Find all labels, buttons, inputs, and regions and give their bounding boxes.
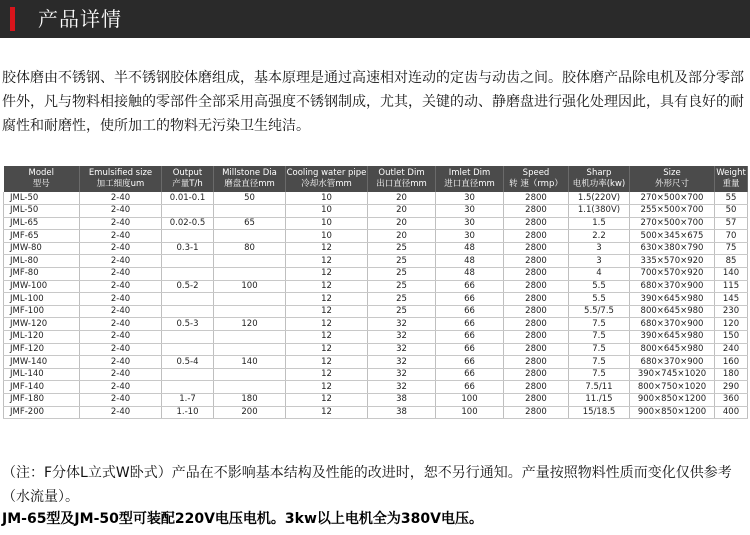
table-cell: 900×850×1200: [630, 406, 715, 419]
table-cell: 290: [715, 381, 748, 394]
table-cell: 2-40: [80, 255, 162, 268]
table-cell: 10: [286, 205, 368, 218]
table-cell: 400: [715, 406, 748, 419]
column-header: [162, 166, 214, 192]
table-cell: 2-40: [80, 368, 162, 381]
column-header: [4, 166, 80, 192]
column-header: [286, 166, 368, 192]
table-cell: 2-40: [80, 268, 162, 281]
table-row: [4, 368, 748, 381]
table-cell: 0.5-4: [162, 356, 214, 369]
table-cell: 255×500×700: [630, 205, 715, 218]
column-header-en: Emulsified size: [88, 168, 153, 178]
table-cell: 10: [286, 230, 368, 243]
table-cell: 2800: [504, 192, 569, 205]
table-cell: 390×645×980: [630, 293, 715, 306]
table-cell: 32: [368, 343, 436, 356]
table-cell: 12: [286, 343, 368, 356]
table-cell: 2-40: [80, 331, 162, 344]
table-cell: [162, 230, 214, 243]
table-cell: 25: [368, 242, 436, 255]
table-cell: 2800: [504, 230, 569, 243]
table-cell: JML-65: [4, 217, 80, 230]
table-cell: 38: [368, 394, 436, 407]
table-cell: 12: [286, 305, 368, 318]
table-cell: 900×850×1200: [630, 394, 715, 407]
table-row: [4, 343, 748, 356]
table-cell: JMF-80: [4, 268, 80, 281]
table-row: [4, 394, 748, 407]
table-cell: [162, 205, 214, 218]
table-cell: 2-40: [80, 293, 162, 306]
table-cell: 30: [436, 230, 504, 243]
table-cell: 7.5: [569, 318, 630, 331]
table-cell: 12: [286, 268, 368, 281]
table-cell: 20: [368, 192, 436, 205]
table-cell: 2-40: [80, 318, 162, 331]
column-header: [630, 166, 715, 192]
table-cell: 20: [368, 205, 436, 218]
table-cell: [214, 293, 286, 306]
table-cell: 25: [368, 255, 436, 268]
table-cell: 630×380×790: [630, 242, 715, 255]
table-cell: 2-40: [80, 205, 162, 218]
column-header: [715, 166, 748, 192]
table-cell: 2.2: [569, 230, 630, 243]
column-header: [504, 166, 569, 192]
table-cell: 66: [436, 318, 504, 331]
table-cell: 30: [436, 192, 504, 205]
table-cell: 335×570×920: [630, 255, 715, 268]
table-cell: 2800: [504, 356, 569, 369]
table-cell: 85: [715, 255, 748, 268]
table-cell: JML-50: [4, 192, 80, 205]
table-cell: 160: [715, 356, 748, 369]
table-cell: 70: [715, 230, 748, 243]
table-cell: [162, 368, 214, 381]
table-cell: 38: [368, 406, 436, 419]
table-cell: 2800: [504, 394, 569, 407]
column-header-cn: 电机功率(kw): [572, 179, 626, 189]
table-cell: 25: [368, 268, 436, 281]
table-cell: 140: [715, 268, 748, 281]
table-cell: 100: [436, 394, 504, 407]
table-cell: 80: [214, 242, 286, 255]
table-cell: [162, 293, 214, 306]
spec-table-container: [3, 166, 747, 419]
column-header: [368, 166, 436, 192]
table-cell: 66: [436, 280, 504, 293]
column-header-en: Imlet Dim: [448, 168, 491, 178]
table-row: [4, 293, 748, 306]
section-header: [0, 0, 750, 38]
table-cell: JMF-200: [4, 406, 80, 419]
table-cell: 800×750×1020: [630, 381, 715, 394]
column-header-cn: 转 速（rmp）: [509, 179, 563, 189]
table-cell: 55: [715, 192, 748, 205]
table-cell: 800×645×980: [630, 305, 715, 318]
table-cell: 5.5: [569, 293, 630, 306]
table-cell: JMF-120: [4, 343, 80, 356]
table-cell: 66: [436, 368, 504, 381]
table-row: [4, 217, 748, 230]
table-cell: 66: [436, 331, 504, 344]
table-cell: 150: [715, 331, 748, 344]
table-row: [4, 406, 748, 419]
table-cell: 75: [715, 242, 748, 255]
table-cell: 12: [286, 394, 368, 407]
table-cell: 3: [569, 255, 630, 268]
table-cell: 11./15: [569, 394, 630, 407]
column-header-en: Outlet Dim: [378, 168, 425, 178]
table-cell: [214, 230, 286, 243]
table-cell: 1.1(380V): [569, 205, 630, 218]
table-cell: JML-50: [4, 205, 80, 218]
table-row: [4, 205, 748, 218]
table-cell: 2800: [504, 268, 569, 281]
table-cell: 2-40: [80, 394, 162, 407]
table-cell: 12: [286, 406, 368, 419]
table-row: [4, 356, 748, 369]
table-cell: 66: [436, 343, 504, 356]
table-cell: 12: [286, 242, 368, 255]
table-cell: [214, 255, 286, 268]
table-cell: 15/18.5: [569, 406, 630, 419]
table-cell: JMW-120: [4, 318, 80, 331]
table-cell: 500×345×675: [630, 230, 715, 243]
table-cell: 32: [368, 318, 436, 331]
table-cell: 57: [715, 217, 748, 230]
table-cell: [214, 381, 286, 394]
table-cell: 50: [715, 205, 748, 218]
table-cell: 2-40: [80, 305, 162, 318]
table-cell: 25: [368, 280, 436, 293]
table-cell: 0.3-1: [162, 242, 214, 255]
table-cell: 66: [436, 381, 504, 394]
table-cell: 25: [368, 305, 436, 318]
table-cell: 680×370×900: [630, 318, 715, 331]
table-cell: 12: [286, 368, 368, 381]
table-cell: [214, 305, 286, 318]
table-cell: 66: [436, 305, 504, 318]
table-cell: 2-40: [80, 242, 162, 255]
table-cell: 2-40: [80, 343, 162, 356]
table-cell: JML-100: [4, 293, 80, 306]
table-cell: 50: [214, 192, 286, 205]
table-cell: 7.5: [569, 343, 630, 356]
table-cell: 20: [368, 230, 436, 243]
table-cell: 66: [436, 293, 504, 306]
column-header-en: Millstone Dia: [222, 168, 277, 178]
table-cell: 2800: [504, 331, 569, 344]
table-cell: 360: [715, 394, 748, 407]
table-row: [4, 268, 748, 281]
table-cell: 32: [368, 331, 436, 344]
table-cell: 48: [436, 268, 504, 281]
column-header-cn: 重量: [722, 179, 740, 189]
table-cell: 2-40: [80, 217, 162, 230]
table-cell: 30: [436, 205, 504, 218]
column-header-cn: 产量T/h: [172, 179, 203, 189]
table-row: [4, 318, 748, 331]
table-row: [4, 305, 748, 318]
column-header-en: Model: [28, 168, 55, 178]
table-cell: 32: [368, 368, 436, 381]
table-cell: JML-140: [4, 368, 80, 381]
table-cell: 2800: [504, 368, 569, 381]
table-cell: [214, 331, 286, 344]
column-header-en: Sharp: [586, 168, 612, 178]
table-cell: 3: [569, 242, 630, 255]
table-cell: 12: [286, 318, 368, 331]
table-cell: 2-40: [80, 381, 162, 394]
table-cell: 0.5-3: [162, 318, 214, 331]
table-row: [4, 192, 748, 205]
table-cell: 7.5: [569, 356, 630, 369]
table-header-row: [4, 166, 748, 192]
table-cell: 10: [286, 217, 368, 230]
table-cell: 32: [368, 356, 436, 369]
table-cell: 115: [715, 280, 748, 293]
table-cell: [214, 343, 286, 356]
table-cell: JMW-100: [4, 280, 80, 293]
table-cell: 4: [569, 268, 630, 281]
header-accent-bar: [10, 7, 15, 31]
column-header-cn: 型号: [32, 179, 50, 189]
table-cell: 66: [436, 356, 504, 369]
table-row: [4, 230, 748, 243]
column-header-cn: 外形尺寸: [654, 179, 689, 189]
column-header-en: Size: [663, 168, 681, 178]
table-cell: 140: [214, 356, 286, 369]
table-row: [4, 242, 748, 255]
table-cell: 0.5-2: [162, 280, 214, 293]
table-cell: [214, 368, 286, 381]
table-cell: 2800: [504, 406, 569, 419]
table-cell: JML-120: [4, 331, 80, 344]
table-cell: [162, 255, 214, 268]
table-cell: 2800: [504, 343, 569, 356]
table-cell: 2800: [504, 255, 569, 268]
table-row: [4, 255, 748, 268]
table-cell: 390×745×1020: [630, 368, 715, 381]
table-cell: [162, 381, 214, 394]
table-cell: 800×645×980: [630, 343, 715, 356]
table-cell: 2-40: [80, 406, 162, 419]
column-header: [569, 166, 630, 192]
table-cell: 12: [286, 381, 368, 394]
column-header-en: Cooling water pipe: [286, 168, 367, 178]
table-cell: 390×645×980: [630, 331, 715, 344]
table-cell: 2-40: [80, 230, 162, 243]
column-header-cn: 进口直径mm: [444, 179, 495, 189]
table-cell: 230: [715, 305, 748, 318]
table-cell: JMW-140: [4, 356, 80, 369]
table-cell: 700×570×920: [630, 268, 715, 281]
table-cell: 25: [368, 293, 436, 306]
table-cell: 2800: [504, 280, 569, 293]
column-header-cn: 加工细度um: [96, 179, 145, 189]
table-row: [4, 381, 748, 394]
table-cell: 2800: [504, 293, 569, 306]
table-cell: 2800: [504, 305, 569, 318]
table-cell: 32: [368, 381, 436, 394]
table-cell: 2800: [504, 205, 569, 218]
table-cell: 5.5: [569, 280, 630, 293]
table-cell: 0.01-0.1: [162, 192, 214, 205]
table-cell: 12: [286, 356, 368, 369]
table-row: [4, 331, 748, 344]
table-cell: [162, 331, 214, 344]
table-cell: 180: [214, 394, 286, 407]
table-cell: 7.5/11: [569, 381, 630, 394]
table-cell: 2-40: [80, 192, 162, 205]
spec-table: [3, 166, 748, 419]
table-cell: 65: [214, 217, 286, 230]
table-cell: 100: [214, 280, 286, 293]
table-cell: JMW-80: [4, 242, 80, 255]
table-cell: 12: [286, 293, 368, 306]
table-cell: [214, 268, 286, 281]
table-cell: 2800: [504, 217, 569, 230]
table-cell: 12: [286, 255, 368, 268]
table-cell: [214, 205, 286, 218]
table-cell: [162, 268, 214, 281]
table-cell: 120: [214, 318, 286, 331]
section-title: 产品详情: [38, 7, 122, 31]
note-text: （注：F分体L立式W卧式）产品在不影响基本结构及性能的改进时，恕不另行通知。产量按照物料性质而变化仅供参考（水流量）。: [2, 465, 732, 505]
table-cell: 270×500×700: [630, 217, 715, 230]
table-cell: 2800: [504, 381, 569, 394]
table-cell: 48: [436, 255, 504, 268]
table-cell: 20: [368, 217, 436, 230]
table-cell: 5.5/7.5: [569, 305, 630, 318]
table-body: [4, 192, 748, 419]
table-cell: 100: [436, 406, 504, 419]
table-cell: [162, 343, 214, 356]
column-header-en: Output: [172, 168, 203, 178]
table-cell: 120: [715, 318, 748, 331]
table-cell: 680×370×900: [630, 356, 715, 369]
table-cell: 2-40: [80, 280, 162, 293]
table-cell: JMF-65: [4, 230, 80, 243]
table-cell: 7.5: [569, 331, 630, 344]
table-cell: 200: [214, 406, 286, 419]
table-cell: [162, 305, 214, 318]
table-cell: 1.-7: [162, 394, 214, 407]
column-header: [436, 166, 504, 192]
table-cell: 48: [436, 242, 504, 255]
table-cell: 145: [715, 293, 748, 306]
product-description: 胶体磨由不锈钢、半不锈钢胶体磨组成，基本原理是通过高速相对连动的定齿与动齿之间。胶体磨产品除电机及部分零部件外，凡与物料相接触的零部件全部采用高强度不锈钢制成，尤其，关键的动、静磨盘进行强化处理因此，具有良好的耐腐性和耐磨性，使所加工的物料无污染卫生纯洁。: [2, 70, 744, 134]
table-row: [4, 280, 748, 293]
table-cell: 2-40: [80, 356, 162, 369]
table-cell: 7.5: [569, 368, 630, 381]
column-header-en: Speed: [522, 168, 550, 178]
table-cell: 270×500×700: [630, 192, 715, 205]
table-cell: JMF-180: [4, 394, 80, 407]
table-cell: 12: [286, 331, 368, 344]
table-cell: 680×370×900: [630, 280, 715, 293]
table-cell: 0.02-0.5: [162, 217, 214, 230]
table-cell: 1.-10: [162, 406, 214, 419]
column-header: [80, 166, 162, 192]
table-cell: 12: [286, 280, 368, 293]
voltage-note: JM-65型及JM-50型可装配220V电压电机。3kw以上电机全为380V电压。: [2, 511, 483, 527]
table-cell: JMF-140: [4, 381, 80, 394]
column-header-cn: 磨盘直径mm: [224, 179, 275, 189]
table-cell: 30: [436, 217, 504, 230]
column-header-cn: 出口直径mm: [376, 179, 427, 189]
table-cell: 180: [715, 368, 748, 381]
column-header-en: Weight: [716, 168, 746, 178]
table-cell: JML-80: [4, 255, 80, 268]
table-cell: JMF-100: [4, 305, 80, 318]
table-cell: 10: [286, 192, 368, 205]
column-header: [214, 166, 286, 192]
table-cell: 2800: [504, 242, 569, 255]
table-cell: 2800: [504, 318, 569, 331]
table-cell: 1.5(220V): [569, 192, 630, 205]
table-cell: 1.5: [569, 217, 630, 230]
table-cell: 240: [715, 343, 748, 356]
column-header-cn: 冷却水管mm: [301, 179, 352, 189]
